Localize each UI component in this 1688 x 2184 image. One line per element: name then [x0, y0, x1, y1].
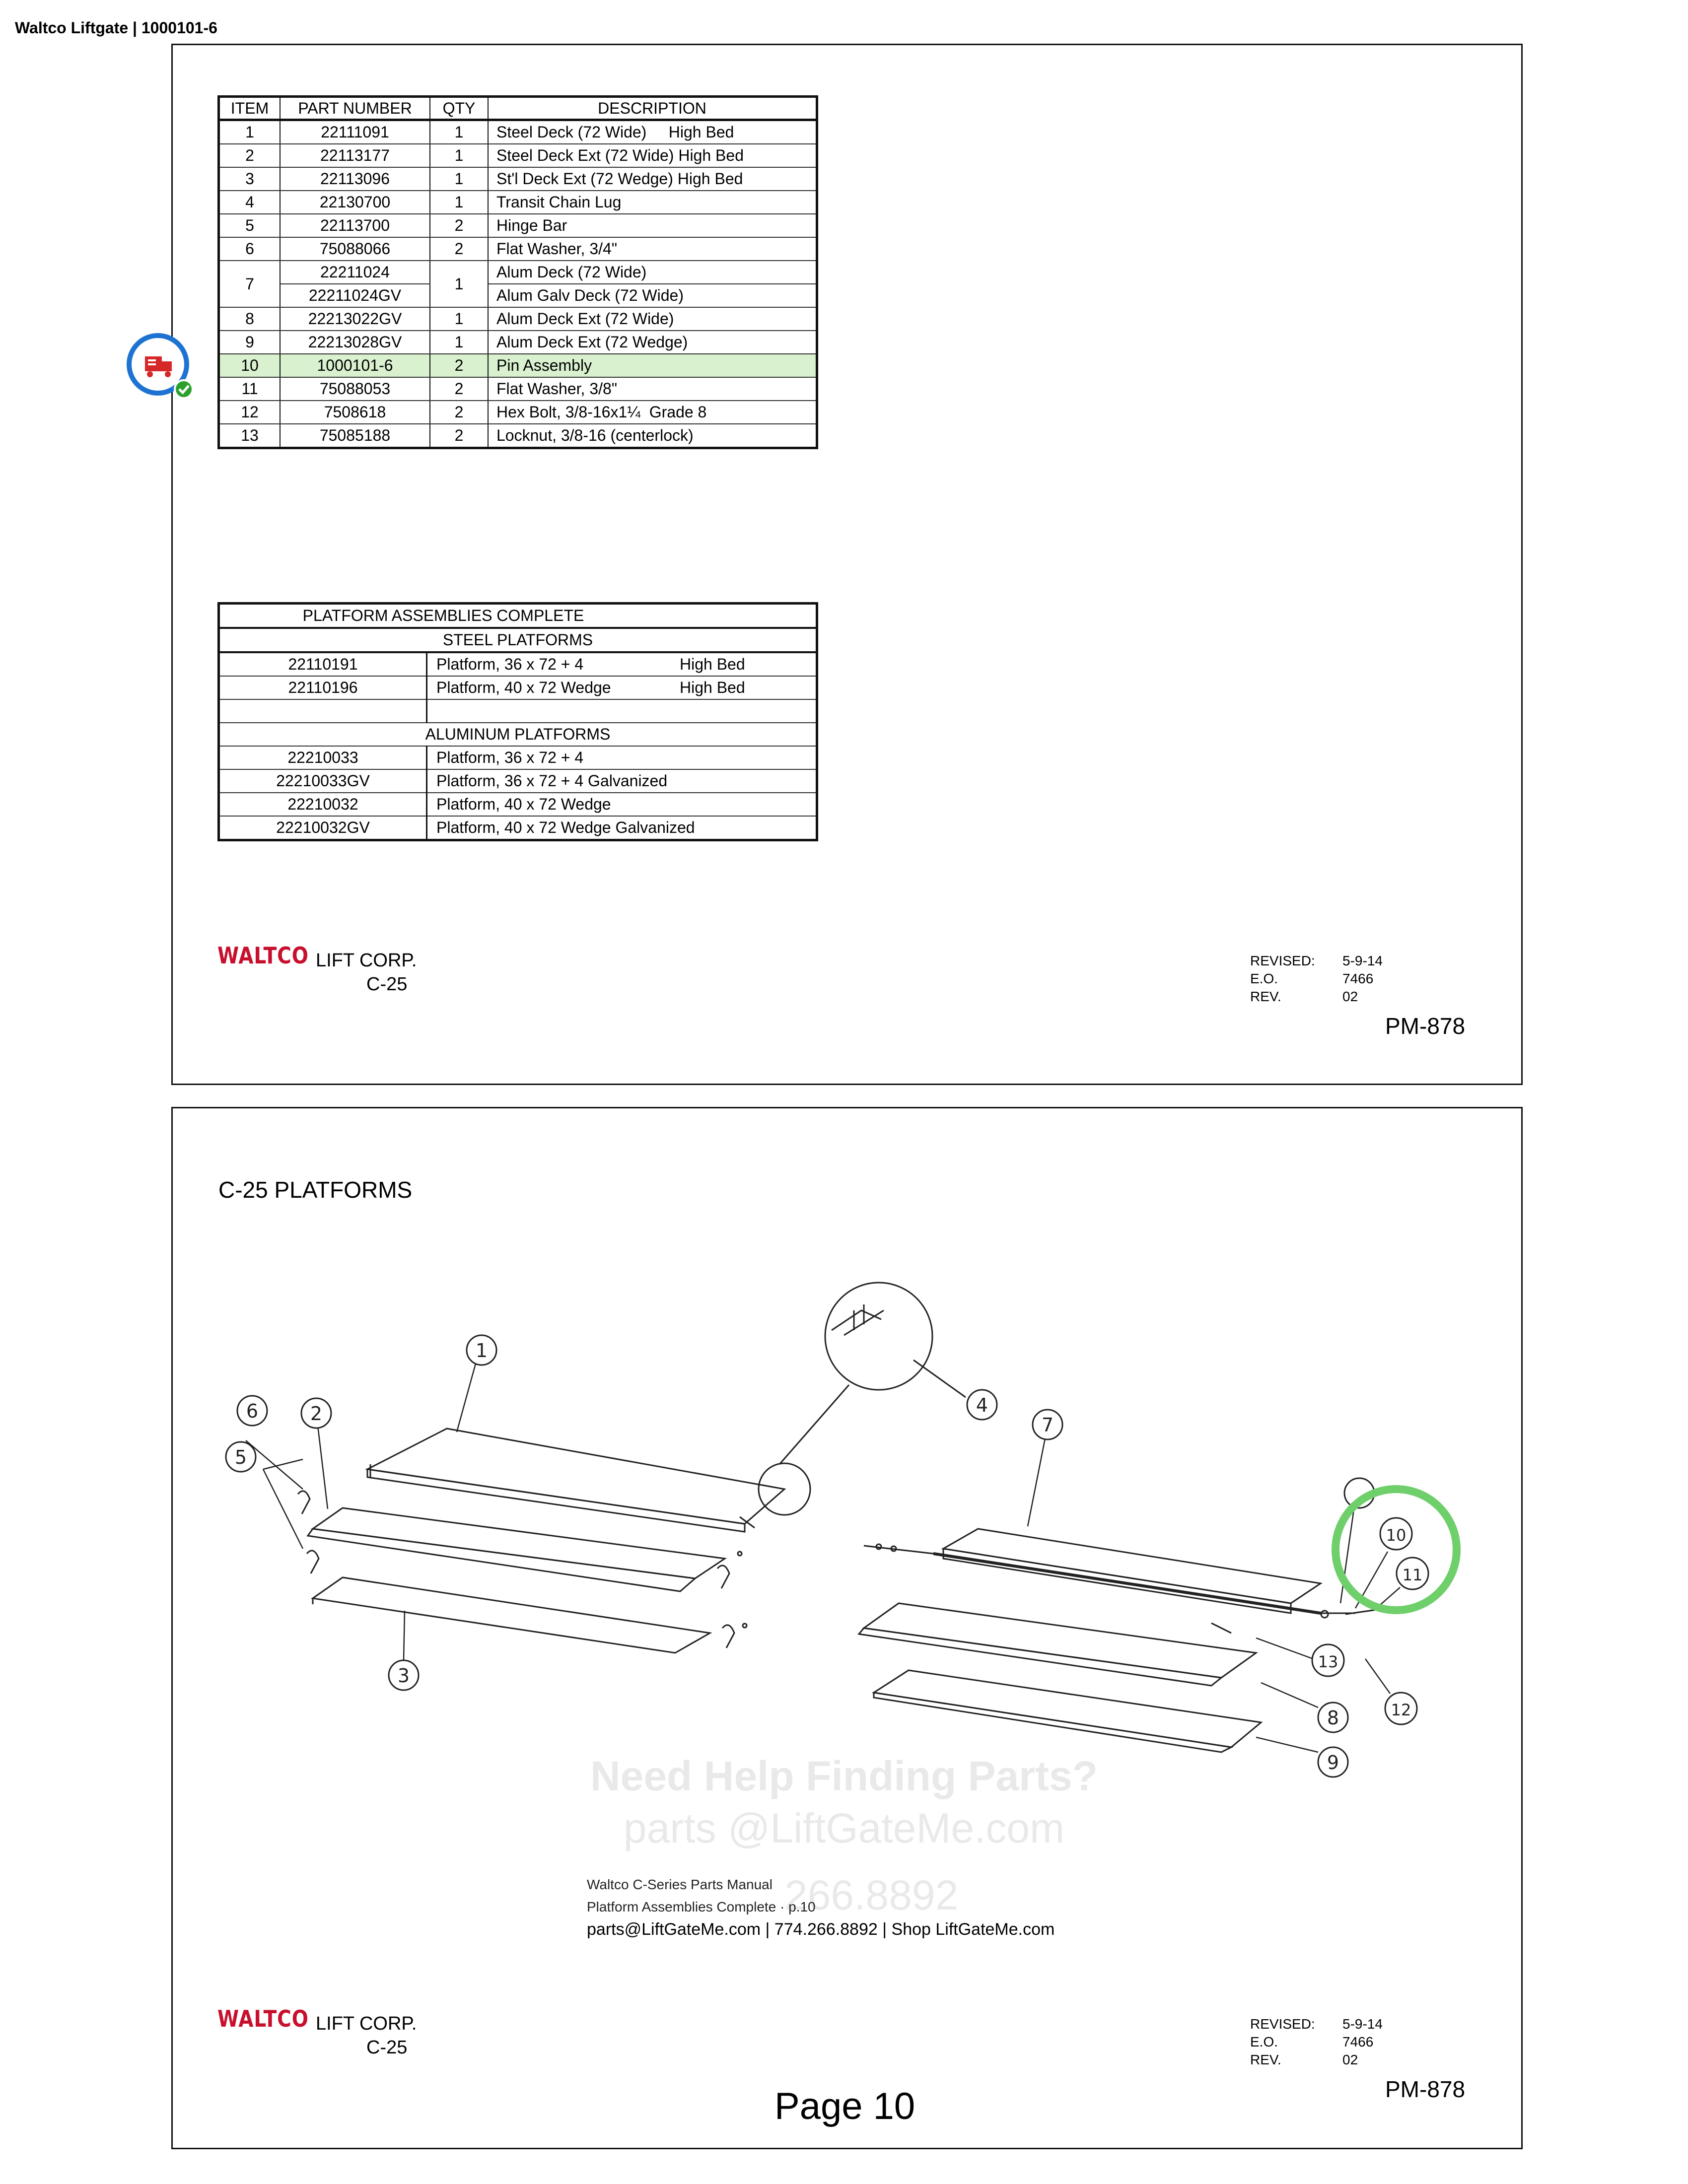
callout-1	[467, 1335, 496, 1365]
footer-contact-link[interactable]: parts@LiftGateMe.com | 774.266.8892 | Shop LiftGateMe.com	[587, 1920, 1055, 1939]
document-title: Waltco Liftgate | 1000101-6	[15, 19, 217, 37]
item-cell: 13	[219, 424, 281, 448]
table-row[interactable]	[219, 284, 817, 307]
note-cell: High Bed	[680, 652, 817, 676]
watermark	[496, 1752, 1192, 1852]
part-number-cell: 22130700	[280, 191, 430, 214]
cart-badge-icon[interactable]	[125, 332, 195, 401]
part-number-cell: 22210032	[219, 793, 427, 816]
item-cell: 3	[219, 167, 281, 191]
description-cell: Locknut, 3/8-16 (centerlock)	[496, 426, 694, 444]
part-number-cell: 22113700	[280, 214, 430, 237]
qty-cell: 2	[430, 424, 488, 448]
description-cell: Alum Galv Deck (72 Wide)	[488, 284, 817, 307]
description-cell: Alum Deck Ext (72 Wide)	[488, 307, 817, 331]
part-number-cell: 1000101-6	[280, 354, 430, 377]
description-cell: Transit Chain Lug	[488, 191, 817, 214]
part-number-cell: 22110191	[219, 652, 427, 676]
callout-12	[1385, 1693, 1417, 1724]
aluminum-platforms-header: ALUMINUM PLATFORMS	[219, 723, 817, 746]
qty-cell: 1	[430, 167, 488, 191]
callout-3	[389, 1660, 419, 1690]
rev-number: 02	[1342, 989, 1358, 1004]
watermark-line-1: Need Help Finding Parts?	[590, 1753, 1098, 1799]
item-cell: 7	[219, 261, 281, 307]
eo-label: E.O.	[1250, 971, 1278, 986]
company-name: LIFT CORP.	[316, 950, 417, 971]
steel-platforms-header: STEEL PLATFORMS	[219, 628, 817, 652]
alum-wedge-part	[874, 1670, 1261, 1747]
table-row[interactable]	[219, 746, 817, 769]
table-row[interactable]	[219, 214, 817, 237]
svg-text:12: 12	[1391, 1701, 1411, 1719]
platform-assemblies-table	[217, 602, 818, 841]
table-row[interactable]	[219, 237, 817, 261]
table-row[interactable]	[219, 377, 817, 401]
svg-text:2: 2	[310, 1403, 323, 1425]
description-cell: Steel Deck (72 Wide) High Bed	[488, 120, 817, 144]
rev-number: 02	[1342, 2052, 1358, 2067]
item-cell: 11	[219, 377, 281, 401]
pm-number: PM-878	[1385, 1013, 1466, 1039]
parts-table	[217, 95, 818, 449]
item-cell: 12	[219, 401, 281, 424]
part-number-cell: 22110196	[219, 676, 427, 699]
eo-number: 7466	[1342, 971, 1374, 986]
svg-text:11: 11	[1402, 1566, 1423, 1584]
callout-10	[1380, 1518, 1412, 1550]
item-cell: 9	[219, 331, 281, 354]
qty-cell: 2	[430, 377, 488, 401]
item-cell: 10	[219, 354, 281, 377]
callout-2	[301, 1398, 331, 1428]
table-row[interactable]	[219, 191, 817, 214]
description-cell: Alum Deck Ext (72 Wedge)	[488, 331, 817, 354]
callout-13	[1312, 1644, 1344, 1676]
alum-deck-ext-part	[864, 1603, 1256, 1678]
table-row[interactable]	[219, 816, 817, 840]
item-cell: 4	[219, 191, 281, 214]
description-cell: Platform, 40 x 72 Wedge	[427, 676, 680, 699]
waltco-logo: WALTCO	[217, 2005, 309, 2032]
qty-cell: 1	[430, 120, 488, 144]
table-row[interactable]	[219, 167, 817, 191]
qty-cell: 1	[430, 331, 488, 354]
table-row[interactable]	[219, 769, 817, 793]
table-row-empty	[219, 699, 817, 723]
description-cell: Flat Washer, 3/8"	[488, 377, 817, 401]
item-cell: 6	[219, 237, 281, 261]
part-number-cell: 75088066	[280, 237, 430, 261]
item-cell: 5	[219, 214, 281, 237]
part-number-cell: 22211024	[280, 261, 430, 284]
description-cell: Platform, 36 x 72 + 4 Galvanized	[427, 769, 817, 793]
part-number-cell: 22113177	[280, 144, 430, 167]
description-cell: Platform, 36 x 72 + 4	[427, 746, 817, 769]
callout-4	[967, 1390, 997, 1420]
description-cell: Platform, 36 x 72 + 4	[427, 652, 680, 676]
callout-9	[1318, 1747, 1348, 1777]
qty-cell: 2	[430, 214, 488, 237]
rev-label: REV.	[1250, 989, 1281, 1004]
part-number-cell: 22213028GV	[280, 331, 430, 354]
part-number-cell: 22113096	[280, 167, 430, 191]
steel-wedge-part	[313, 1577, 710, 1653]
part-number-cell: 22111091	[280, 120, 430, 144]
table-row[interactable]	[219, 401, 817, 424]
callout-7	[1033, 1410, 1062, 1439]
table-row[interactable]	[219, 424, 817, 448]
qty-cell: 2	[430, 237, 488, 261]
part-number-cell: 22210033GV	[219, 769, 427, 793]
page-number: Page 10	[774, 2085, 915, 2127]
revised-label: REVISED:	[1250, 953, 1315, 968]
footer-manual: Waltco C-Series Parts Manual	[587, 1877, 773, 1892]
part-number-cell: 22210032GV	[219, 816, 427, 840]
table-row[interactable]	[219, 307, 817, 331]
rev-label: REV.	[1250, 2052, 1281, 2067]
table-row[interactable]	[219, 331, 817, 354]
waltco-logo: WALTCO	[217, 942, 309, 969]
qty-cell: 1	[430, 261, 488, 307]
part-number-cell: 75088053	[280, 377, 430, 401]
item-cell: 1	[219, 120, 281, 144]
description-cell: Hinge Bar	[488, 214, 817, 237]
table-row[interactable]	[219, 120, 817, 144]
table-row[interactable]	[219, 676, 817, 699]
col-description: DESCRIPTION	[488, 97, 817, 120]
description-cell: Alum Deck (72 Wide)	[488, 261, 817, 284]
item-cell: 8	[219, 307, 281, 331]
svg-text:13: 13	[1318, 1652, 1338, 1671]
qty-cell: 2	[430, 354, 488, 377]
svg-text:10: 10	[1386, 1526, 1407, 1545]
table-row[interactable]	[219, 261, 817, 284]
table-row[interactable]	[219, 793, 817, 816]
svg-text:5: 5	[234, 1446, 247, 1468]
footer-section: Platform Assemblies Complete · p.10	[587, 1899, 816, 1914]
revision-block	[1250, 2015, 1383, 2069]
description-cell: Steel Deck Ext (72 Wide) High Bed	[488, 144, 817, 167]
svg-text:9: 9	[1327, 1752, 1339, 1774]
company-name: LIFT CORP.	[316, 2013, 417, 2034]
model-number: C-25	[366, 974, 408, 995]
model-number: C-25	[366, 2037, 408, 2058]
description-cell: Flat Washer, 3/4"	[488, 237, 817, 261]
part-number-cell: 22213022GV	[280, 307, 430, 331]
revised-date: 5-9-14	[1342, 953, 1383, 968]
table-row[interactable]	[219, 144, 817, 167]
drawing-title: C-25 PLATFORMS	[218, 1177, 413, 1203]
svg-text:8: 8	[1327, 1707, 1339, 1729]
svg-text:7: 7	[1041, 1414, 1054, 1436]
qty-cell: 1	[430, 191, 488, 214]
alum-deck-part	[943, 1529, 1321, 1603]
watermark-line-2: parts @LiftGateMe.com	[623, 1805, 1065, 1851]
item-cell: 2	[219, 144, 281, 167]
svg-text:1: 1	[475, 1340, 488, 1362]
qty-cell: 1	[430, 307, 488, 331]
callout-11	[1397, 1558, 1428, 1589]
svg-text:6: 6	[246, 1400, 259, 1422]
svg-text:3: 3	[397, 1665, 410, 1687]
part-number-cell: 75085188	[280, 424, 430, 448]
description-cell: Pin Assembly	[488, 354, 817, 377]
callout-6	[237, 1396, 267, 1426]
table-row-highlighted[interactable]	[219, 354, 817, 377]
eo-number: 7466	[1342, 2034, 1374, 2049]
table-row[interactable]	[219, 652, 817, 676]
eo-label: E.O.	[1250, 2034, 1278, 2049]
svg-text:4: 4	[976, 1394, 988, 1416]
description-cell: Hex Bolt, 3/8-16x1¼ Grade 8	[488, 401, 817, 424]
revised-date: 5-9-14	[1342, 2016, 1383, 2032]
col-part-number: PART NUMBER	[280, 97, 430, 120]
steel-deck-part	[367, 1429, 784, 1524]
part-number-cell: 7508618	[280, 401, 430, 424]
col-item: ITEM	[219, 97, 281, 120]
col-qty: QTY	[430, 97, 488, 120]
revision-block	[1250, 952, 1383, 1006]
qty-cell: 1	[430, 144, 488, 167]
callout-8	[1318, 1703, 1348, 1732]
callout-5	[226, 1442, 256, 1472]
watermark-line-3: 266.8892	[784, 1872, 959, 1918]
revised-label: REVISED:	[1250, 2016, 1315, 2032]
note-cell: High Bed	[680, 676, 817, 699]
parts-table-header	[219, 97, 817, 120]
part-number-cell: 22211024GV	[280, 284, 430, 307]
description-cell: St'l Deck Ext (72 Wedge) High Bed	[488, 167, 817, 191]
qty-cell: 2	[430, 401, 488, 424]
pm-number: PM-878	[1385, 2076, 1466, 2102]
description-cell: Platform, 40 x 72 Wedge Galvanized	[436, 819, 695, 836]
assemblies-title: PLATFORM ASSEMBLIES COMPLETE	[219, 604, 817, 628]
description-cell: Platform, 40 x 72 Wedge	[427, 793, 817, 816]
part-number-cell: 22210033	[219, 746, 427, 769]
